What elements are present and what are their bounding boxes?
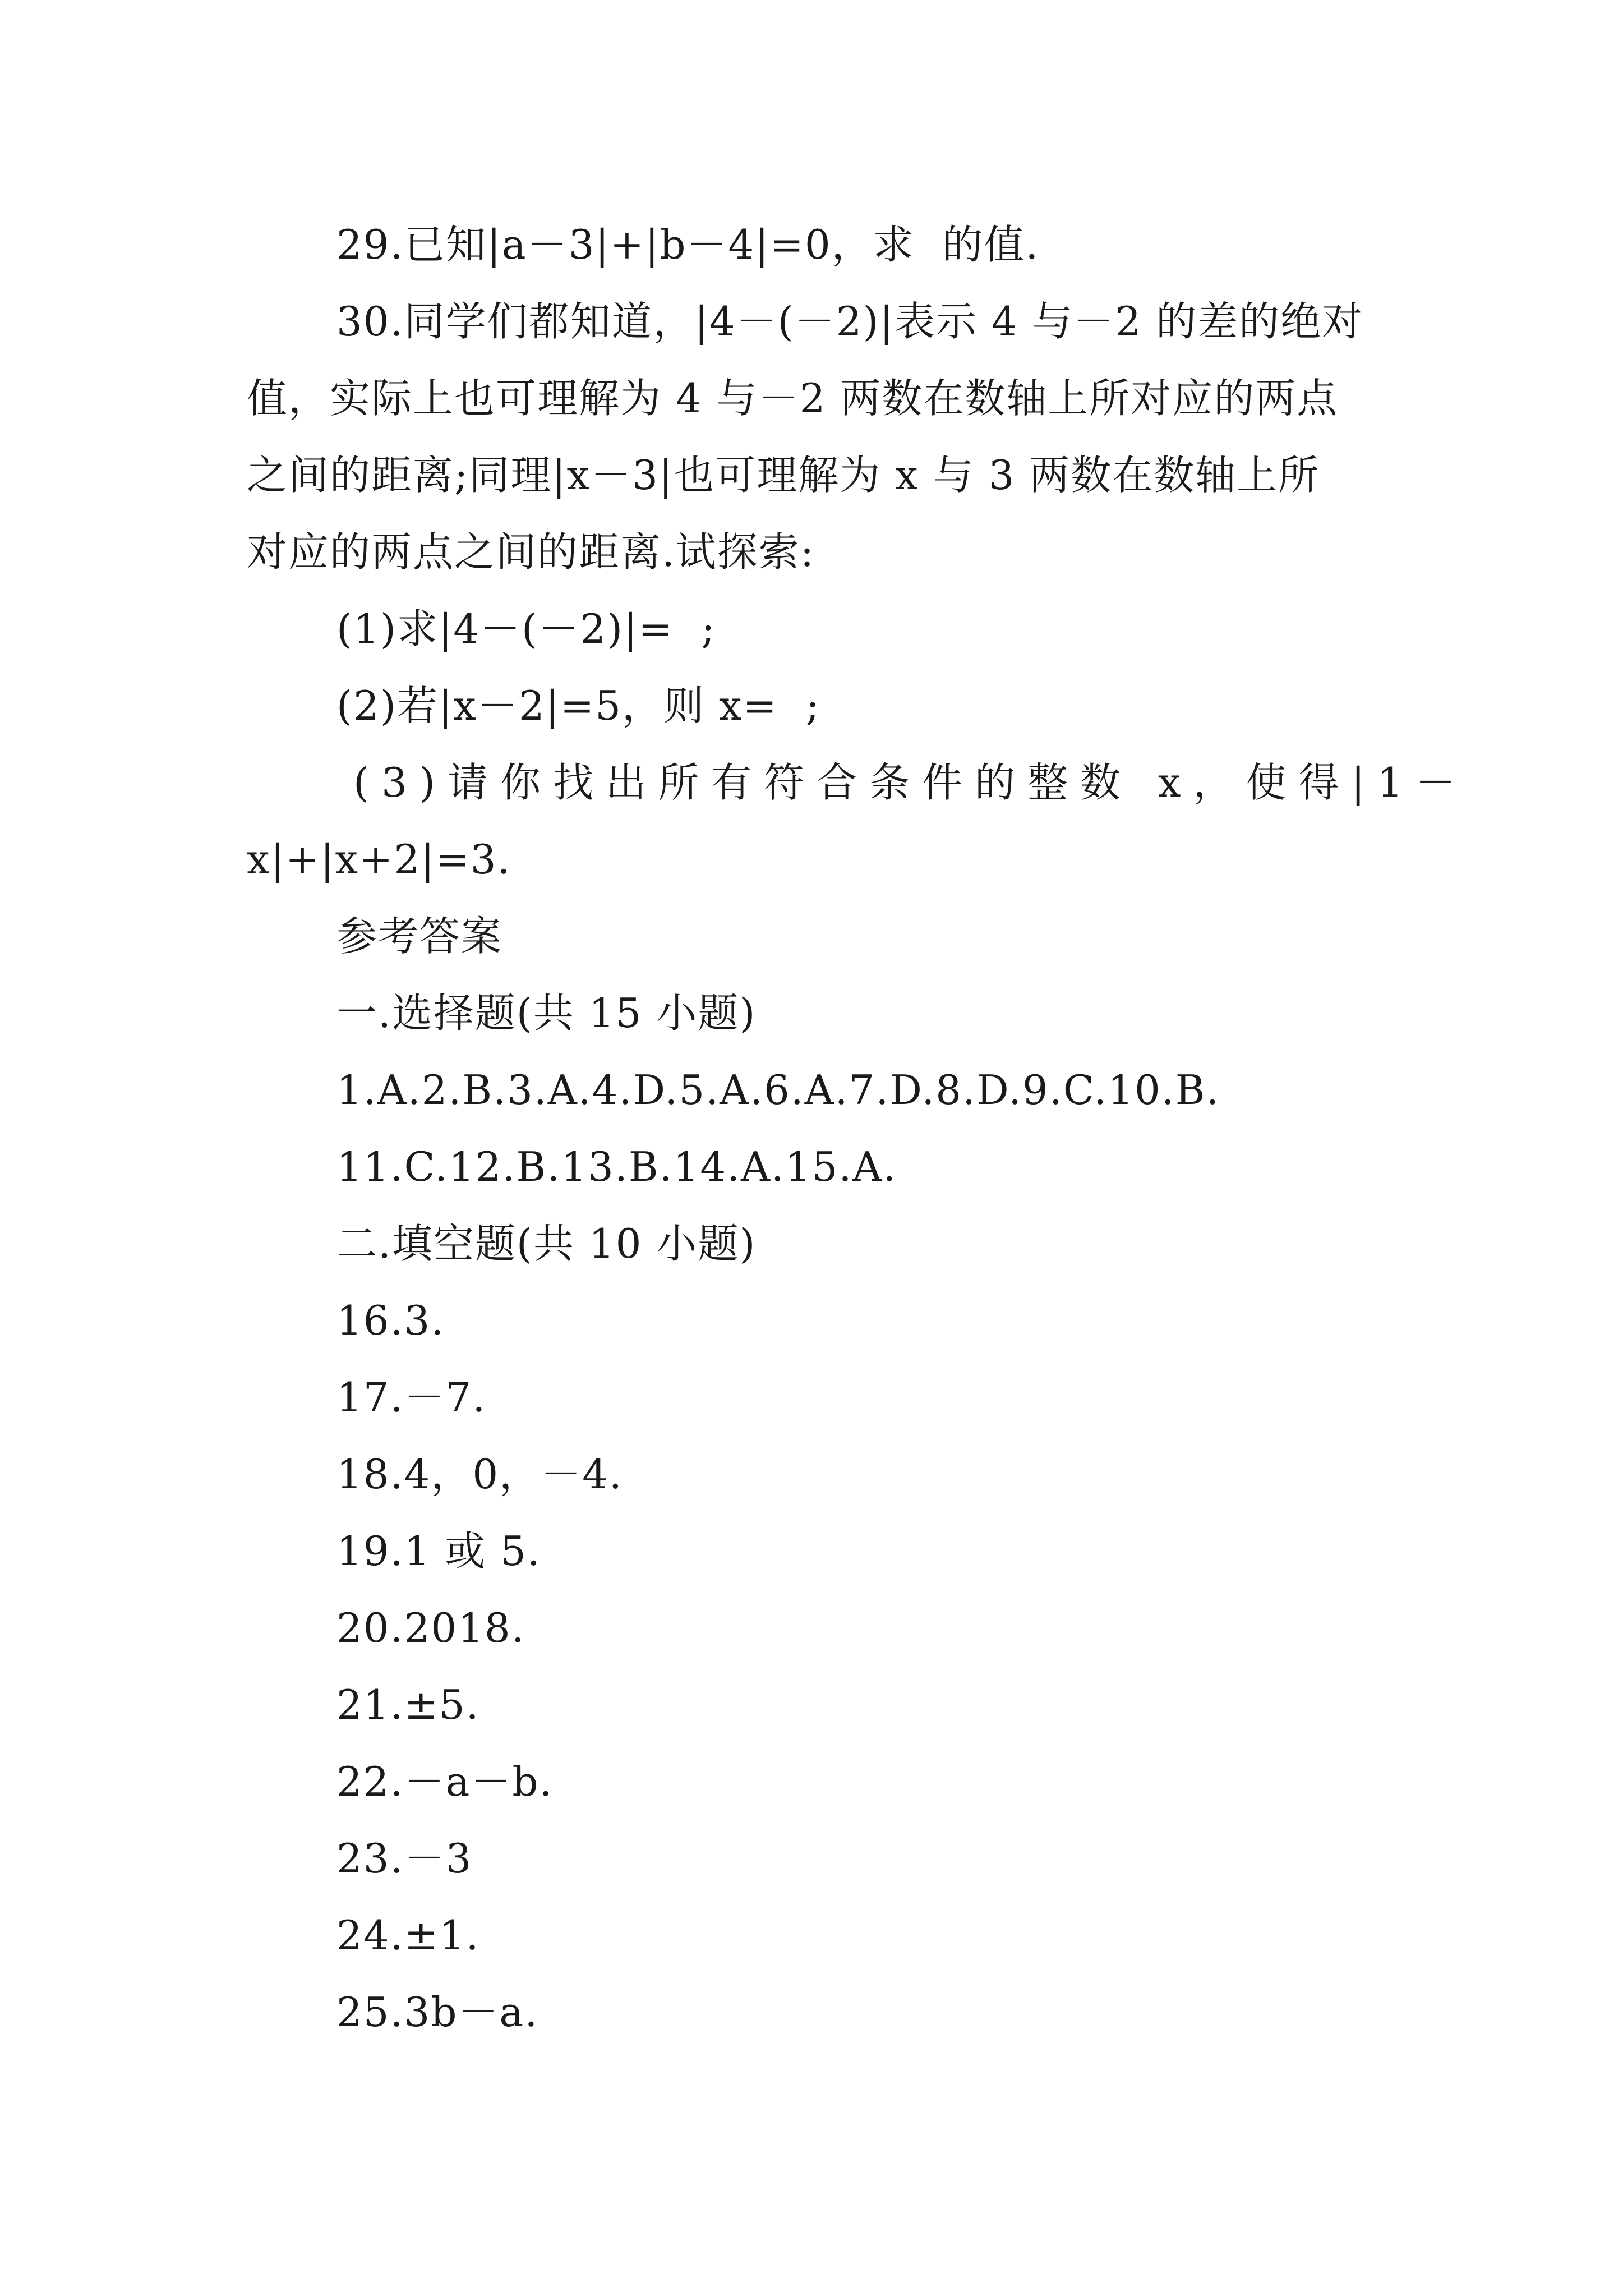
question-29: 29.已知|a－3|+|b－4|=0，求 的值. <box>336 221 1040 268</box>
answers-title: 参考答案 <box>336 913 503 960</box>
fill-answer-23: 23.－3 <box>336 1835 473 1882</box>
fill-answer-17: 17.－7. <box>336 1374 487 1421</box>
fill-answer-19: 19.1 或 5. <box>336 1527 541 1575</box>
fill-answer-18: 18.4，0，－4. <box>336 1451 623 1498</box>
question-30-part-3: (3)请你找出所有符合条件的整数 x，使得|1－ <box>353 759 1468 806</box>
question-30-line-2: 值，实际上也可理解为 4 与－2 两数在数轴上所对应的两点 <box>247 375 1339 422</box>
question-30-line-1: 30.同学们都知道，|4－(－2)|表示 4 与－2 的差的绝对 <box>336 298 1364 345</box>
question-30-part-1: (1)求|4－(－2)|= ; <box>336 605 716 652</box>
fill-answer-22: 22.－a－b. <box>336 1758 554 1805</box>
fill-answer-20: 20.2018. <box>336 1604 525 1651</box>
question-30-line-3: 之间的距离;同理|x－3|也可理解为 x 与 3 两数在数轴上所 <box>247 452 1320 499</box>
fill-answer-16: 16.3. <box>336 1297 445 1344</box>
section-1-title: 一.选择题(共 15 小题) <box>336 990 757 1037</box>
section-1-answers-line-1: 1.A.2.B.3.A.4.D.5.A.6.A.7.D.8.D.9.C.10.B. <box>336 1066 1220 1114</box>
fill-answer-25: 25.3b－a. <box>336 1989 539 2036</box>
section-1-answers-line-2: 11.C.12.B.13.B.14.A.15.A. <box>336 1143 897 1190</box>
question-30-line-4: 对应的两点之间的距离.试探索: <box>247 528 815 576</box>
fill-answer-21: 21.±5. <box>336 1681 480 1728</box>
question-30-part-3-continued: x|+|x+2|=3. <box>247 836 511 883</box>
question-30-part-2: (2)若|x－2|=5，则 x= ; <box>336 682 820 729</box>
section-2-title: 二.填空题(共 10 小题) <box>336 1220 757 1267</box>
fill-answer-24: 24.±1. <box>336 1912 480 1959</box>
